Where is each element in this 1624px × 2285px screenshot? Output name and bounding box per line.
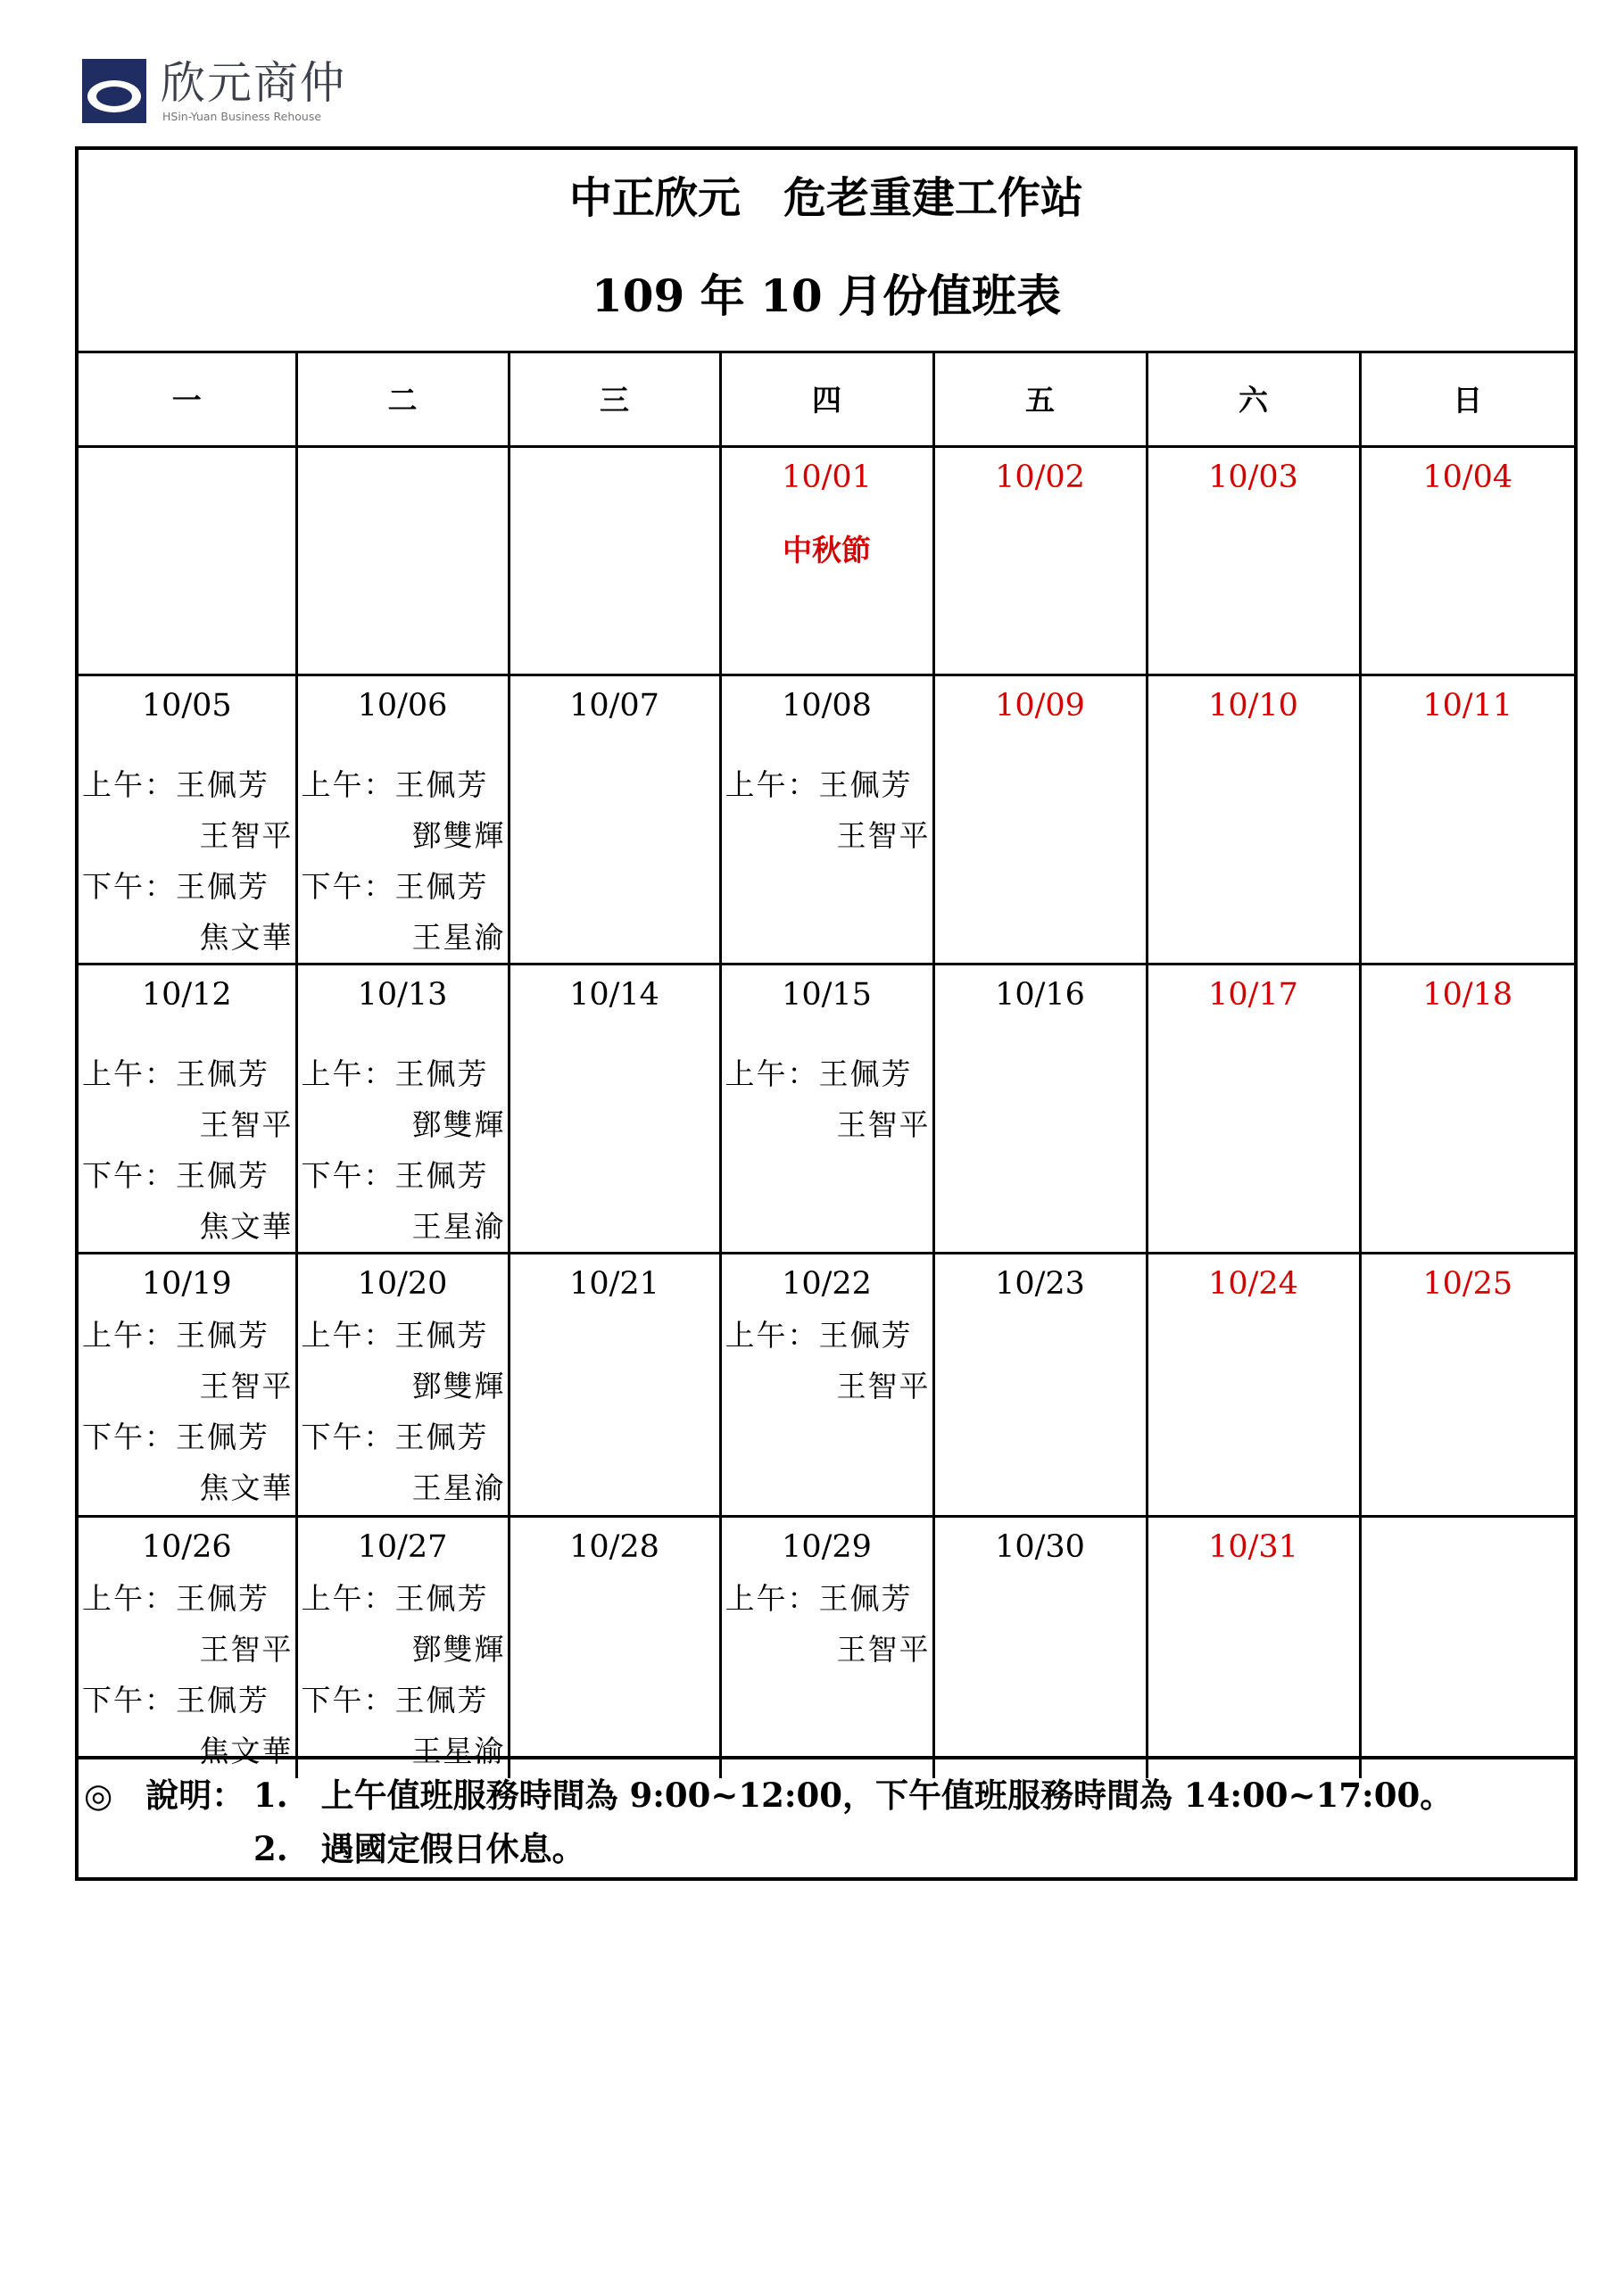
day-date: 10/12 bbox=[141, 977, 232, 1013]
day-cell bbox=[1360, 1254, 1574, 1517]
day-cell bbox=[509, 965, 720, 1254]
am-duty-line: 上午：王佩芳 bbox=[725, 1318, 913, 1353]
day-cell bbox=[1360, 447, 1574, 675]
day-cell bbox=[1147, 1254, 1360, 1517]
day-cell bbox=[296, 965, 509, 1254]
pm-duty-line: 下午：王佩芳 bbox=[301, 869, 489, 904]
week-row bbox=[79, 1254, 1574, 1517]
logo-name: 欣元商仲 bbox=[161, 57, 346, 109]
day-date: 10/15 bbox=[782, 977, 872, 1013]
day-date: 10/18 bbox=[1422, 977, 1513, 1013]
day-cell-empty bbox=[79, 447, 296, 675]
day-date: 10/07 bbox=[569, 688, 659, 724]
duty-calendar bbox=[79, 351, 1574, 1778]
day-cell bbox=[296, 1254, 509, 1517]
week-row bbox=[79, 675, 1574, 965]
am-duty-partner: 王智平 bbox=[836, 1632, 931, 1667]
day-date: 10/28 bbox=[569, 1529, 659, 1565]
am-duty-line: 上午：王佩芳 bbox=[725, 767, 913, 802]
weekday-header: 五 bbox=[933, 351, 1147, 447]
day-cell bbox=[1147, 1517, 1360, 1779]
duty-roster bbox=[298, 1310, 508, 1513]
day-cell bbox=[933, 1254, 1147, 1517]
day-date: 10/25 bbox=[1422, 1266, 1513, 1302]
am-duty-line: 上午：王佩芳 bbox=[725, 1581, 913, 1616]
duty-roster bbox=[298, 1048, 508, 1252]
pm-duty-partner: 焦文華 bbox=[199, 1470, 294, 1505]
week-row bbox=[79, 1517, 1574, 1779]
day-cell bbox=[296, 675, 509, 965]
day-cell bbox=[1147, 965, 1360, 1254]
duty-roster bbox=[298, 1573, 508, 1776]
weekday-header: 一 bbox=[79, 351, 296, 447]
am-duty-line: 上午：王佩芳 bbox=[82, 1581, 269, 1616]
schedule-title: 109 年 10 月份值班表 bbox=[591, 269, 1062, 322]
day-cell bbox=[720, 675, 933, 965]
note-item-2: 2. 遇國定假日休息。 bbox=[253, 1829, 585, 1868]
week-row bbox=[79, 447, 1574, 675]
week-row bbox=[79, 965, 1574, 1254]
duty-roster bbox=[722, 1310, 932, 1412]
duty-roster bbox=[298, 759, 508, 963]
am-duty-line: 上午：王佩芳 bbox=[82, 1056, 269, 1091]
day-cell bbox=[1147, 447, 1360, 675]
pm-duty-partner: 焦文華 bbox=[199, 1734, 294, 1768]
weekday-header: 三 bbox=[509, 351, 720, 447]
pm-duty-line: 下午：王佩芳 bbox=[82, 1420, 269, 1454]
day-date: 10/30 bbox=[995, 1529, 1085, 1565]
day-cell bbox=[296, 1517, 509, 1779]
day-date: 10/10 bbox=[1208, 688, 1298, 724]
pm-duty-partner: 王星渝 bbox=[411, 920, 506, 955]
am-duty-partner: 王智平 bbox=[199, 1632, 294, 1667]
pm-duty-line: 下午：王佩芳 bbox=[301, 1420, 489, 1454]
am-duty-partner: 王智平 bbox=[836, 1369, 931, 1403]
day-cell bbox=[79, 675, 296, 965]
day-cell-empty bbox=[296, 447, 509, 675]
pm-duty-partner: 焦文華 bbox=[199, 920, 294, 955]
holiday-label: 中秋節 bbox=[783, 533, 871, 567]
day-cell bbox=[509, 675, 720, 965]
day-date: 10/13 bbox=[357, 977, 448, 1013]
pm-duty-partner: 王星渝 bbox=[411, 1734, 506, 1768]
pm-duty-line: 下午：王佩芳 bbox=[82, 1683, 269, 1718]
duty-roster bbox=[79, 1048, 295, 1252]
duty-roster bbox=[79, 1310, 295, 1513]
day-cell-empty bbox=[1360, 1517, 1574, 1779]
day-date: 10/20 bbox=[357, 1266, 448, 1302]
am-duty-partner: 王智平 bbox=[836, 818, 931, 853]
day-date: 10/29 bbox=[782, 1529, 872, 1565]
day-cell bbox=[933, 965, 1147, 1254]
day-date: 10/04 bbox=[1422, 459, 1513, 495]
pm-duty-partner: 王星渝 bbox=[411, 1470, 506, 1505]
day-cell bbox=[720, 447, 933, 675]
day-cell bbox=[933, 675, 1147, 965]
am-duty-partner: 鄧雙輝 bbox=[411, 1369, 506, 1403]
day-cell bbox=[720, 1517, 933, 1779]
day-date: 10/01 bbox=[782, 459, 872, 495]
day-cell bbox=[933, 447, 1147, 675]
day-cell bbox=[720, 1254, 933, 1517]
duty-roster bbox=[722, 1048, 932, 1150]
duty-roster bbox=[79, 759, 295, 963]
day-cell bbox=[509, 1254, 720, 1517]
day-date: 10/22 bbox=[782, 1266, 872, 1302]
pm-duty-line: 下午：王佩芳 bbox=[82, 869, 269, 904]
day-date: 10/05 bbox=[141, 688, 232, 724]
am-duty-line: 上午：王佩芳 bbox=[301, 1056, 489, 1091]
day-cell bbox=[1360, 675, 1574, 965]
weekday-header: 二 bbox=[296, 351, 509, 447]
duty-roster bbox=[79, 1573, 295, 1776]
logo-subtitle: HSin-Yuan Business Rehouse bbox=[162, 110, 322, 123]
day-date: 10/02 bbox=[995, 459, 1085, 495]
weekday-header: 四 bbox=[720, 351, 933, 447]
notes-section bbox=[79, 1756, 1574, 1877]
weekday-header: 日 bbox=[1360, 351, 1574, 447]
am-duty-partner: 王智平 bbox=[836, 1107, 931, 1142]
pm-duty-line: 下午：王佩芳 bbox=[301, 1158, 489, 1193]
am-duty-line: 上午：王佩芳 bbox=[301, 767, 489, 802]
day-cell bbox=[1360, 965, 1574, 1254]
day-cell bbox=[509, 1517, 720, 1779]
station-title: 中正欣元 危老重建工作站 bbox=[568, 173, 1083, 223]
am-duty-line: 上午：王佩芳 bbox=[82, 1318, 269, 1353]
weekday-header: 六 bbox=[1147, 351, 1360, 447]
day-date: 10/26 bbox=[141, 1529, 232, 1565]
am-duty-partner: 王智平 bbox=[199, 1369, 294, 1403]
day-date: 10/11 bbox=[1422, 688, 1513, 724]
am-duty-line: 上午：王佩芳 bbox=[82, 767, 269, 802]
day-date: 10/03 bbox=[1208, 459, 1298, 495]
day-date: 10/16 bbox=[995, 977, 1085, 1013]
day-date: 10/23 bbox=[995, 1266, 1085, 1302]
day-cell bbox=[1147, 675, 1360, 965]
am-duty-partner: 鄧雙輝 bbox=[411, 1632, 506, 1667]
am-duty-line: 上午：王佩芳 bbox=[301, 1318, 489, 1353]
day-cell bbox=[79, 1254, 296, 1517]
day-cell bbox=[933, 1517, 1147, 1779]
am-duty-partner: 王智平 bbox=[199, 1107, 294, 1142]
day-date: 10/27 bbox=[357, 1529, 448, 1565]
pm-duty-line: 下午：王佩芳 bbox=[82, 1158, 269, 1193]
day-date: 10/08 bbox=[782, 688, 872, 724]
eye-logo-icon bbox=[82, 59, 146, 123]
pm-duty-partner: 王星渝 bbox=[411, 1209, 506, 1244]
schedule-document bbox=[75, 146, 1578, 1881]
am-duty-partner: 王智平 bbox=[199, 818, 294, 853]
day-cell-empty bbox=[509, 447, 720, 675]
day-date: 10/14 bbox=[569, 977, 659, 1013]
day-date: 10/31 bbox=[1208, 1529, 1298, 1565]
am-duty-line: 上午：王佩芳 bbox=[725, 1056, 913, 1091]
day-date: 10/19 bbox=[141, 1266, 232, 1302]
day-cell bbox=[79, 965, 296, 1254]
weekday-header-row bbox=[79, 351, 1574, 447]
day-date: 10/06 bbox=[357, 688, 448, 724]
duty-roster bbox=[722, 759, 932, 861]
am-duty-partner: 鄧雙輝 bbox=[411, 1107, 506, 1142]
day-date: 10/21 bbox=[569, 1266, 659, 1302]
am-duty-line: 上午：王佩芳 bbox=[301, 1581, 489, 1616]
day-cell bbox=[79, 1517, 296, 1779]
note-item-1: 1. 上午值班服務時間為 9:00~12:00，下午值班服務時間為 14:00~17:00。 bbox=[253, 1776, 1454, 1815]
notes-prefix: ◎ 說明： bbox=[84, 1776, 245, 1815]
day-date: 10/17 bbox=[1208, 977, 1298, 1013]
pm-duty-partner: 焦文華 bbox=[199, 1209, 294, 1244]
duty-roster bbox=[722, 1573, 932, 1675]
day-date: 10/09 bbox=[995, 688, 1085, 724]
day-cell bbox=[720, 965, 933, 1254]
am-duty-partner: 鄧雙輝 bbox=[411, 818, 506, 853]
day-date: 10/24 bbox=[1208, 1266, 1298, 1302]
pm-duty-line: 下午：王佩芳 bbox=[301, 1683, 489, 1718]
title-block bbox=[79, 150, 1574, 353]
